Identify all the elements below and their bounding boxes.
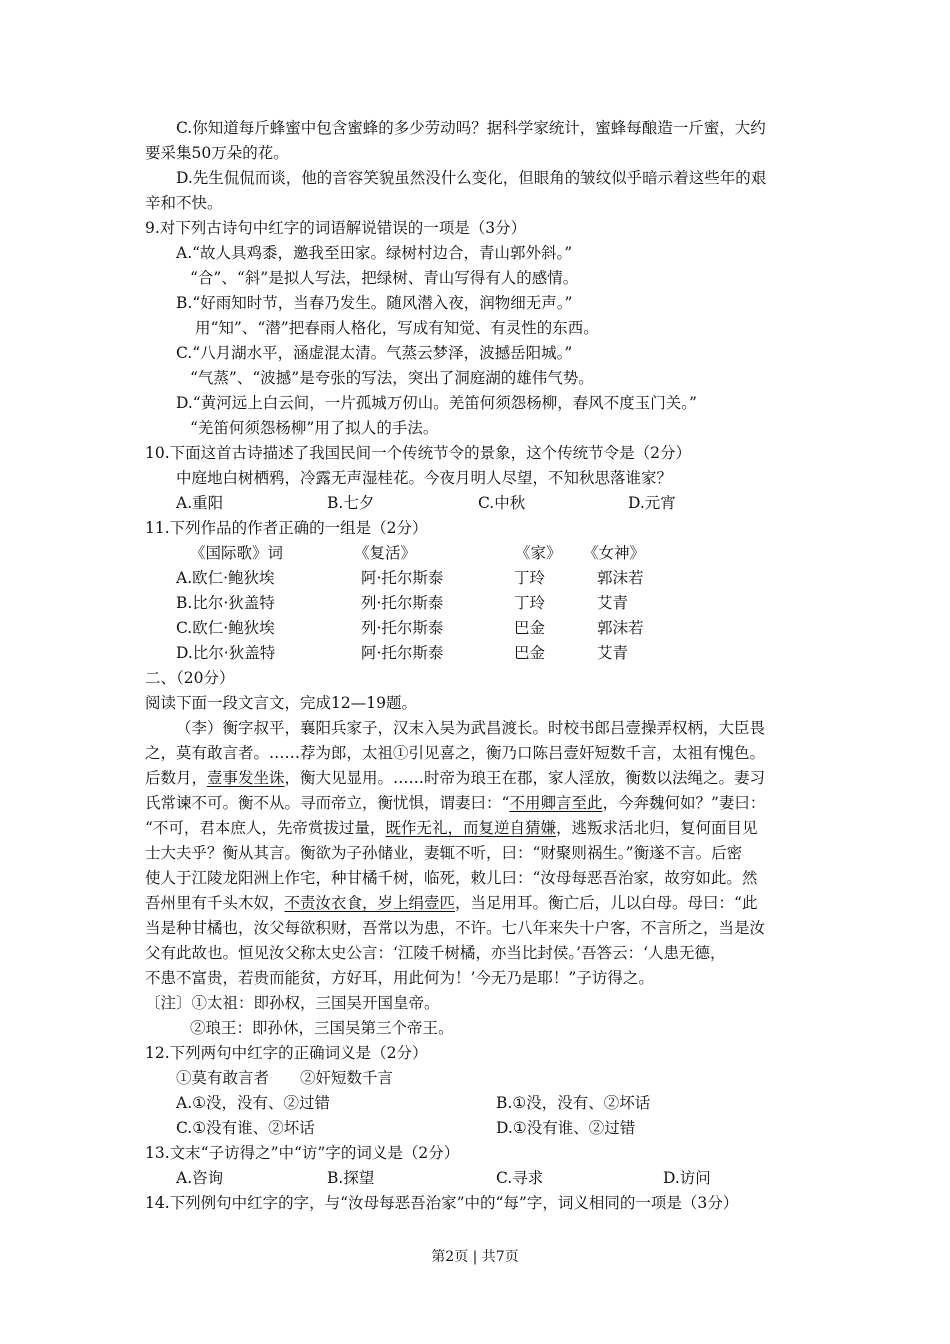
q11-row-d-col4: 艾青 (597, 644, 629, 662)
q9-option-b-explanation: 用“知”、“潜”把春雨人格化，写成有知觉、有灵性的东西。 (195, 319, 599, 337)
q12-items: ①莫有敢言者 ②奸短数千言 (176, 1069, 394, 1087)
page-footer: 第2页 | 共7页 (431, 1249, 519, 1265)
q9-option-b: B.“好雨知时节，当春乃发生。随风潜入夜，润物细无声。” (176, 294, 573, 312)
q11-row-a-col3: 丁玲 (514, 569, 546, 587)
passage-text: ，当足用耳。衡亡后，儿以白母。母曰：“此 (455, 894, 758, 912)
q9-option-c: C.“八月湖水平，涵虚混太清。气蒸云梦泽，波撼岳阳城。” (176, 344, 573, 362)
q9-stem: 9.对下列古诗句中红字的词语解说错误的一项是（3分） (145, 219, 527, 237)
q11-row-b-col1: B.比尔·狄盖特 (176, 594, 275, 612)
q11-row-c-col3: 巴金 (514, 619, 546, 637)
q11-row-a-col2: 阿·托尔斯泰 (361, 569, 444, 587)
q9-option-d-explanation: “羌笛何须怨杨柳”用了拟人的手法。 (190, 419, 439, 437)
q11-row-a-col4: 郭沫若 (597, 569, 644, 587)
q14-stem: 14.下列例句中红字的字，与“汝母每恶吾治家”中的“每”字，词义相同的一项是（3分） (145, 1194, 739, 1212)
underlined-phrase-1: 壹事发坐诛 (207, 769, 285, 787)
q11-row-c-col1: C.欧仁·鲍狄埃 (176, 619, 275, 637)
note-1: 〔注〕①太祖：即孙权，三国吴开国皇帝。 (145, 994, 440, 1012)
q10-option-d: D.元宵 (628, 494, 676, 512)
q12-option-c: C.①没有谁、②坏话 (176, 1119, 315, 1137)
passage-line-2: 之，莫有敢言者。……荐为郎，太祖①引见喜之，衡乃口陈吕壹奸短数千言，太祖有愧色。 (145, 744, 766, 762)
passage-text: ，衡大见显用。……时帝为琅王在郡，家人淫放，衡数以法绳之。妻习 (284, 769, 766, 787)
passage-line-1: （李）衡字叔平，襄阳兵家子，汉末入吴为武昌渡长。时校书郎吕壹操弄权柄，大臣畏 (176, 719, 766, 737)
underlined-phrase-3: 既作无礼，而复逆自猜嫌 (385, 819, 556, 837)
q13-option-b: B.探望 (327, 1169, 375, 1187)
q12-option-d: D.①没有谁、②过错 (496, 1119, 636, 1137)
q10-poem: 中庭地白树栖鸦，冷露无声湿桂花。今夜月明人尽望，不知秋思落谁家？ (176, 469, 673, 487)
q11-header-4: 《女神》 (583, 544, 646, 562)
q11-row-d-col1: D.比尔·狄盖特 (176, 644, 276, 662)
q11-header-3: 《家》 (515, 544, 562, 562)
q11-row-c-col4: 郭沫若 (597, 619, 644, 637)
passage-text: “不可，君本庶人，先帝赏拔过量， (145, 819, 386, 837)
q13-option-a: A.咨询 (176, 1169, 224, 1187)
q10-stem: 10.下面这首古诗描述了我国民间一个传统节令的景象，这个传统节令是（2分） (145, 444, 692, 462)
q11-header-2: 《复活》 (354, 544, 417, 562)
underlined-phrase-2: 不用卿言至此 (509, 794, 603, 812)
q10-option-a: A.重阳 (176, 494, 224, 512)
q11-stem: 11.下列作品的作者正确的一组是（2分） (145, 519, 428, 537)
q10-option-c: C.中秋 (478, 494, 526, 512)
q11-header-1: 《国际歌》词 (190, 544, 284, 562)
passage-text: ，逃叛求活北归，复何面目见 (555, 819, 758, 837)
q11-row-c-col2: 列·托尔斯泰 (361, 619, 444, 637)
q9-option-a-explanation: “合”、“斜”是拟人写法，把绿树、青山写得有人的感情。 (190, 269, 579, 287)
note-2: ②琅王：即孙休，三国吴第三个帝王。 (190, 1019, 454, 1037)
q9-option-d: D.“黄河远上白云间，一片孤城万仞山。羌笛何须怨杨柳，春风不度玉门关。” (176, 394, 697, 412)
q11-row-a-col1: A.欧仁·鲍狄埃 (176, 569, 275, 587)
passage-line-5 (145, 818, 757, 838)
q8-option-d-line2: 辛和不快。 (145, 194, 223, 212)
q11-row-b-col4: 艾青 (597, 594, 629, 612)
section-2-title: 二、（20分） (145, 669, 235, 687)
passage-line-11: 不患不富贵，若贵而能贫，方好耳，用此何为！’今无乃是耶！”子访得之。 (145, 969, 654, 987)
q11-row-d-col3: 巴金 (514, 644, 546, 662)
q8-option-d-line1: D.先生侃侃而谈，他的音容笑貌虽然没什么变化，但眼角的皱纹似乎暗示着这些年的艰 (176, 169, 767, 187)
q11-row-b-col2: 列·托尔斯泰 (361, 594, 444, 612)
q12-stem: 12.下列两句中红字的正确词义是（2分） (145, 1044, 428, 1062)
passage-text: ，今奔魏何如？”妻曰： (602, 794, 766, 812)
q11-row-d-col2: 阿·托尔斯泰 (361, 644, 444, 662)
passage-line-4 (145, 793, 765, 813)
passage-text: 后数月， (145, 769, 208, 787)
q10-option-b: B.七夕 (327, 494, 375, 512)
q8-option-c-line1: C.你知道每斤蜂蜜中包含蜜蜂的多少劳动吗？据科学家统计，蜜蜂每酿造一斤蜜，大约 (176, 119, 766, 137)
q9-option-a: A.“故人具鸡黍，邀我至田家。绿树村边合，青山郭外斜。” (176, 244, 573, 262)
section-2-instruction: 阅读下面一段文言文，完成12—19题。 (145, 694, 417, 712)
underlined-phrase-4: 不责汝衣食，岁上绢壹匹 (284, 894, 456, 912)
passage-line-3 (145, 768, 765, 788)
q11-row-b-col3: 丁玲 (514, 594, 546, 612)
q9-option-c-explanation: “气蒸”、“波撼”是夸张的写法，突出了洞庭湖的雄伟气势。 (190, 369, 594, 387)
q8-option-c-line2: 要采集50万朵的花。 (145, 144, 289, 162)
passage-line-8 (145, 893, 757, 913)
passage-line-6: 士大夫乎？衡从其言。衡欲为子孙储业，妻辄不听，曰：“财聚则祸生。”衡遂不言。后密 (145, 844, 743, 862)
q13-option-d: D.访问 (663, 1169, 711, 1187)
passage-text: 吾州里有千头木奴， (145, 894, 285, 912)
q12-option-b: B.①没，没有、②坏话 (496, 1094, 651, 1112)
passage-line-7: 使人于江陵龙阳洲上作宅，种甘橘千树，临死，敕儿曰：“汝母每恶吾治家，故穷如此。然 (145, 869, 758, 887)
q13-option-c: C.寻求 (496, 1169, 544, 1187)
q12-option-a: A.①没，没有、②过错 (176, 1094, 331, 1112)
passage-text: 氏常谏不可。衡不从。寻而帝立，衡忧惧，谓妻曰：“ (145, 794, 510, 812)
passage-line-9: 当是种甘橘也，汝父每欲积财，吾常以为患，不许。七八年来失十户客，不言所之，当是汝 (145, 919, 766, 937)
passage-line-10: 父有此故也。恒见汝父称太史公言：‘江陵千树橘，亦当比封侯。’吾答云：‘人患无德， (145, 944, 726, 962)
q13-stem: 13.文末“子访得之”中“访”字的词义是（2分） (145, 1144, 460, 1162)
